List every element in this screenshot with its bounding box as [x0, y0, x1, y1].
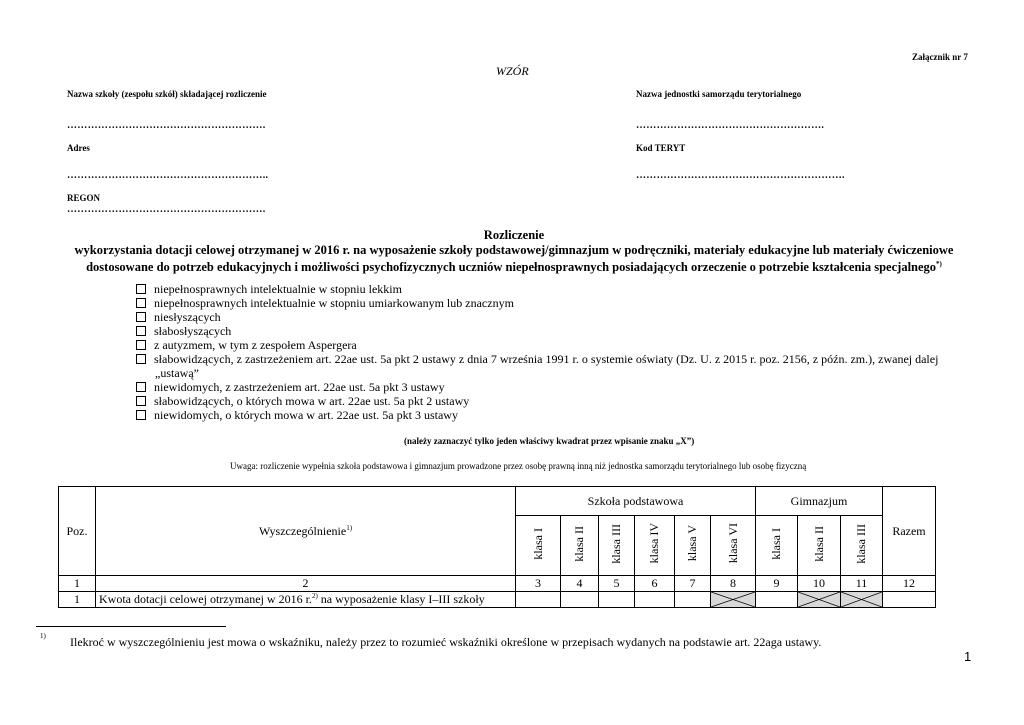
title-line-3: dostosowane do potrzeb edukacyjnych i możliwości psychofizycznych uczniów niepełnosprawnych posiadających orzeczenie o potrzebie kształcenia specjalnego*) [86, 260, 942, 275]
col-number: 4 [561, 576, 599, 592]
title-line-1: Rozliczenie [483, 228, 545, 242]
settlement-table [58, 486, 936, 608]
col-number: 12 [883, 576, 936, 592]
col-number: 5 [599, 576, 635, 592]
sp-class-header: klasa I [516, 516, 561, 576]
disabled-cell [711, 592, 756, 608]
title-line-2: wykorzystania dotacji celowej otrzymanej w 2016 r. na wyposażenie szkoły podstawowej/gimnazjum w podręczniki, materiały edukacyjne lub materiały ćwiczeniowe [74, 242, 954, 257]
footnote-text: Ilekroć w wyszczególnieniu jest mowa o wskaźniku, należy przez to rozumieć wskaźniki określone w przepisach wydanych na podstawie art. 22aga ustawy. [70, 635, 822, 649]
teryt-field[interactable]: ……………………………………………………. [636, 170, 845, 181]
col-number: 8 [711, 576, 756, 592]
col-number: 6 [635, 576, 675, 592]
option-4[interactable]: słabosłyszących [136, 324, 231, 339]
disabled-cell [798, 592, 841, 608]
checkbox[interactable] [136, 396, 146, 406]
checkbox[interactable] [136, 284, 146, 294]
address-label: Adres [67, 143, 90, 153]
checkbox[interactable] [136, 410, 146, 420]
option-3[interactable]: niesłyszących [136, 310, 221, 325]
poz-header: Poz. [59, 487, 96, 576]
cross-out-icon [841, 592, 882, 607]
school-name-field[interactable]: …………………………………………………. [67, 120, 266, 131]
checkbox[interactable] [136, 382, 146, 392]
option-8[interactable]: słabowidzących, o których mowa w art. 22ae ust. 5a pkt 2 ustawy [136, 394, 469, 409]
option-7[interactable]: niewidomych, z zastrzeżeniem art. 22ae ust. 5a pkt 3 ustawy [136, 380, 445, 395]
value-cell[interactable] [883, 592, 936, 608]
checkbox[interactable] [136, 312, 146, 322]
gim-class-header: klasa III [841, 516, 883, 576]
option-9[interactable]: niewidomych, o których mowa w art. 22ae ust. 5a pkt 3 ustawy [136, 408, 458, 423]
teryt-label: Kod TERYT [636, 143, 686, 153]
gim-header: Gimnazjum [756, 487, 883, 516]
footnote-mark: 1) [40, 632, 46, 640]
gim-class-header: klasa I [756, 516, 798, 576]
regon-label: REGON [67, 193, 101, 203]
row-description: Kwota dotacji celowej otrzymanej w 2016 r.$^{2)}$ na wyposażenie klasy I–III szkoły [96, 592, 516, 608]
note: Uwaga: rozliczenie wypełnia szkoła podstawowa i gimnazjum prowadzone przez osobę prawną inną niż jednostka samorządu terytorialnego lub osobę fizyczną [230, 461, 807, 471]
value-cell[interactable] [599, 592, 635, 608]
option-2[interactable]: niepełnosprawnych intelektualnie w stopniu umiarkowanym lub znacznym [136, 296, 514, 311]
address-field[interactable]: ………………………………………………….. [67, 170, 269, 181]
sp-class-header: klasa II [561, 516, 599, 576]
unit-name-label: Nazwa jednostki samorządu terytorialnego [636, 89, 802, 99]
option-5[interactable]: z autyzmem, w tym z zespołem Aspergera [136, 338, 357, 353]
value-cell[interactable] [516, 592, 561, 608]
sp-class-header: klasa VI [711, 516, 756, 576]
wyszczegolnienie-header: Wyszczególnienie$^{1)}$ [96, 487, 516, 576]
col-number: 3 [516, 576, 561, 592]
col-number: 7 [675, 576, 711, 592]
value-cell[interactable] [756, 592, 798, 608]
sp-class-header: klasa V [675, 516, 711, 576]
instruction: (należy zaznaczyć tylko jeden właściwy kwadrat przez wpisanie znaku „X”) [404, 436, 695, 446]
checkbox[interactable] [136, 326, 146, 336]
col-number: 2 [96, 576, 516, 592]
row-poz: 1 [59, 592, 96, 608]
wzor-label: WZÓR [496, 64, 529, 78]
footnote-separator [36, 626, 226, 627]
checkbox[interactable] [136, 354, 146, 364]
option-1[interactable]: niepełnosprawnych intelektualnie w stopniu lekkim [136, 282, 402, 297]
regon-field[interactable]: …………………………………………………. [67, 204, 266, 215]
attachment-label: Załącznik nr 7 [912, 52, 968, 62]
gim-class-header: klasa II [798, 516, 841, 576]
page-number: 1 [964, 649, 972, 664]
cross-out-icon [798, 592, 840, 607]
school-name-label: Nazwa szkoły (zespołu szkół) składającej rozliczenie [67, 89, 267, 99]
checkbox[interactable] [136, 298, 146, 308]
document-title [60, 228, 968, 275]
col-number: 11 [841, 576, 883, 592]
razem-header: Razem [883, 487, 936, 576]
cross-out-icon [711, 592, 755, 607]
option-6-continuation: „ustawą” [155, 366, 199, 380]
sp-header: Szkoła podstawowa [516, 487, 756, 516]
col-number: 9 [756, 576, 798, 592]
disabled-cell [841, 592, 883, 608]
col-number: 10 [798, 576, 841, 592]
sp-class-header: klasa III [599, 516, 635, 576]
value-cell[interactable] [675, 592, 711, 608]
col-number: 1 [59, 576, 96, 592]
option-6[interactable]: słabowidzących, z zastrzeżeniem art. 22ae ust. 5a pkt 2 ustawy z dnia 7 września 1991 r. o systemie oświaty (Dz. U. z 2015 r. poz. 2156, z późn. zm.), zwanej dalej [136, 352, 938, 367]
checkbox[interactable] [136, 340, 146, 350]
unit-name-field[interactable]: ………………………………………………. [636, 120, 825, 131]
value-cell[interactable] [561, 592, 599, 608]
value-cell[interactable] [635, 592, 675, 608]
sp-class-header: klasa IV [635, 516, 675, 576]
